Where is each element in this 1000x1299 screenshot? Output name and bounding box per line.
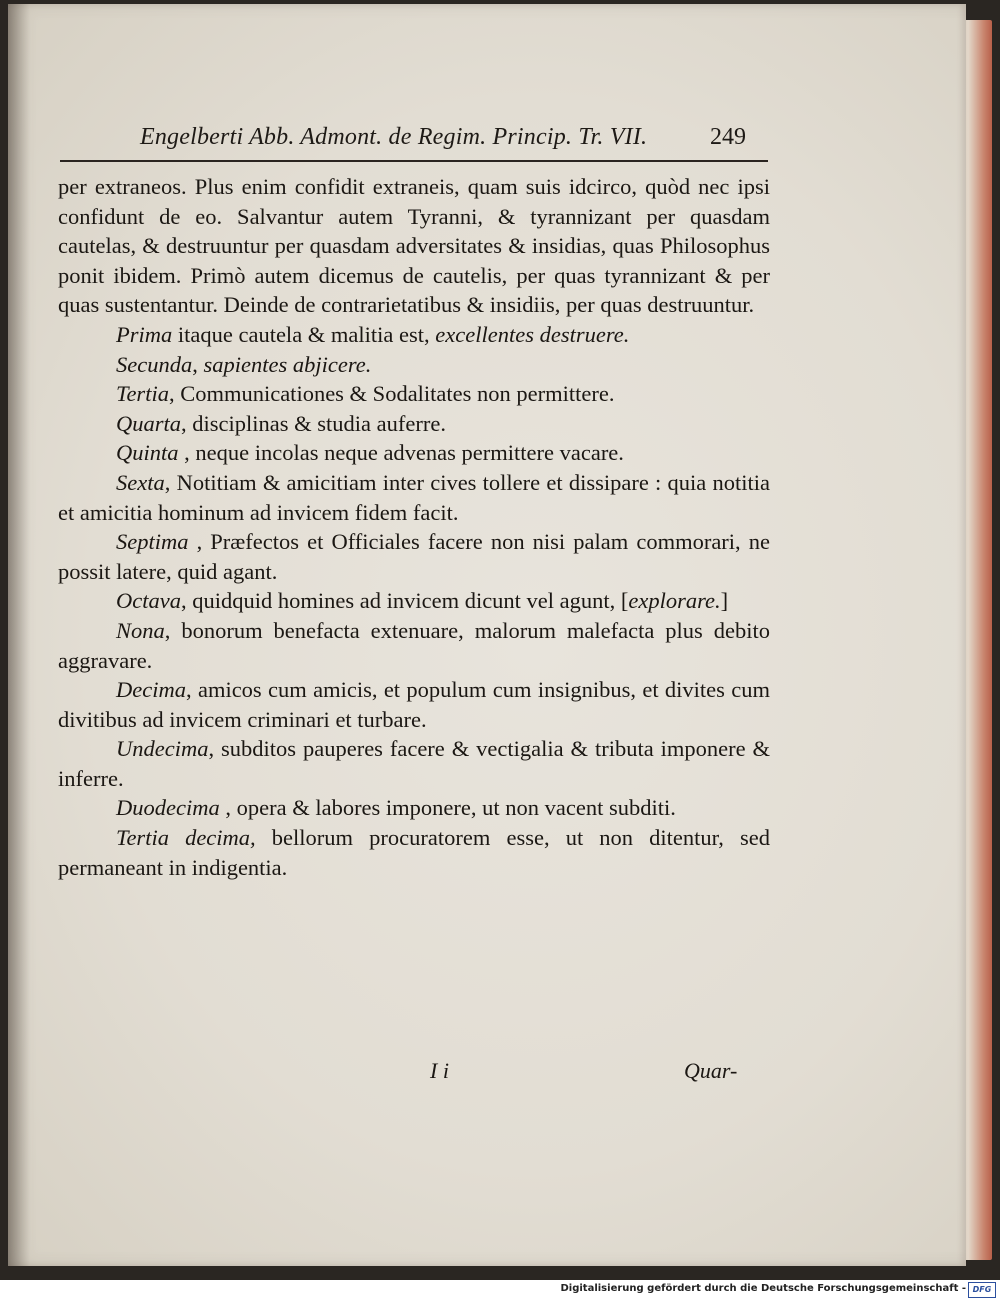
item-text: itaque cautela & malitia est, [172, 321, 436, 347]
page-header [60, 120, 770, 160]
page-number: 249 [710, 124, 746, 150]
item-text: , neque incolas neque advenas permittere vacare. [178, 440, 624, 466]
list-item [58, 409, 770, 439]
list-item [58, 823, 770, 882]
item-text: , opera & labores imponere, ut non vacent subditi. [219, 795, 676, 821]
list-item [58, 438, 770, 468]
item-lead: Quarta [116, 410, 182, 436]
item-lead: Decima [116, 677, 186, 703]
signature-mark: I i [430, 1058, 449, 1083]
item-text: bellorum procuratorem esse, ut non ditentur, sed permaneant in indigentia. [58, 825, 771, 880]
item-close: ] [720, 588, 729, 614]
item-lead: Undecima [116, 736, 209, 762]
list-item [58, 320, 770, 350]
dfg-logo-icon: DFG [968, 1282, 996, 1298]
item-lead: Sexta [116, 469, 165, 495]
item-text: , Communicationes & Sodalitates non permittere. [168, 381, 615, 407]
catchword: Quar- [684, 1058, 738, 1083]
item-text: , subditos pauperes facere & vectigalia & tributa imponere & inferre. [58, 736, 770, 791]
list-item [58, 468, 770, 527]
item-text: , bonorum benefacta extenuare, malorum malefacta plus debito aggravare. [58, 617, 770, 673]
list-item [58, 350, 770, 380]
item-lead: Septima [116, 529, 189, 555]
item-lead: Duodecima [116, 795, 220, 821]
list-item [58, 527, 770, 586]
item-lead: Tertia decima, [116, 825, 256, 851]
item-text: , Præfectos et Officiales facere non nisi palam commorari, ne possit latere, quid agant. [58, 529, 770, 584]
item-tail: sapientes abjicere. [203, 351, 372, 377]
item-text: , quidquid homines ad invicem dicunt vel agunt, [ [180, 588, 629, 614]
opening-paragraph: per extraneos. Plus enim confidit extraneis, quam suis idcirco, quòd nec ipsi confidunt de eo. Salvantur autem Tyranni, & tyrannizant per quasdam cautelas, & destruuntur per quasdam adversitates & insidias, quas Philosophus ponit ibidem. Primò autem dicemus de cautelis, per quas tyrannizant & per quas sustentantur. Deinde de contrarietatibus & insidiis, per quas destruuntur. [58, 174, 770, 318]
item-lead: Octava [116, 588, 181, 614]
list-item [58, 734, 770, 793]
page-footer [58, 1058, 758, 1092]
list-item [58, 675, 770, 734]
list-item [58, 586, 770, 616]
item-lead: Prima [116, 321, 173, 347]
funding-credit: Digitalisierung gefördert durch die Deutsche Forschungsgemeinschaft - [560, 1283, 966, 1294]
list-item [58, 793, 770, 823]
gutter-shadow [8, 4, 30, 1266]
running-head: Engelberti Abb. Admont. de Regim. Princip. Tr. VII. [140, 124, 648, 150]
item-tail: excellentes destruere. [435, 321, 630, 347]
item-text: , disciplinas & studia auferre. [181, 410, 446, 436]
list-item [58, 616, 770, 675]
item-text: , amicos cum amicis, et populum cum insignibus, et divites cum divitibus ad invicem criminari et turbare. [58, 677, 770, 732]
item-lead: Nona [116, 617, 165, 643]
item-text: , [192, 351, 204, 377]
text-body [58, 172, 770, 882]
item-lead: Secunda [116, 351, 193, 377]
item-lead: Quinta [116, 440, 179, 466]
header-rule [60, 160, 768, 162]
credit-bar [0, 1280, 1000, 1299]
list-item [58, 379, 770, 409]
item-tail: explorare. [628, 588, 721, 614]
item-lead: Tertia [116, 381, 169, 407]
item-text: , Notitiam & amicitiam inter cives tollere et dissipare : quia notitia et amicitia hominum ad invicem fidem facit. [58, 469, 770, 525]
